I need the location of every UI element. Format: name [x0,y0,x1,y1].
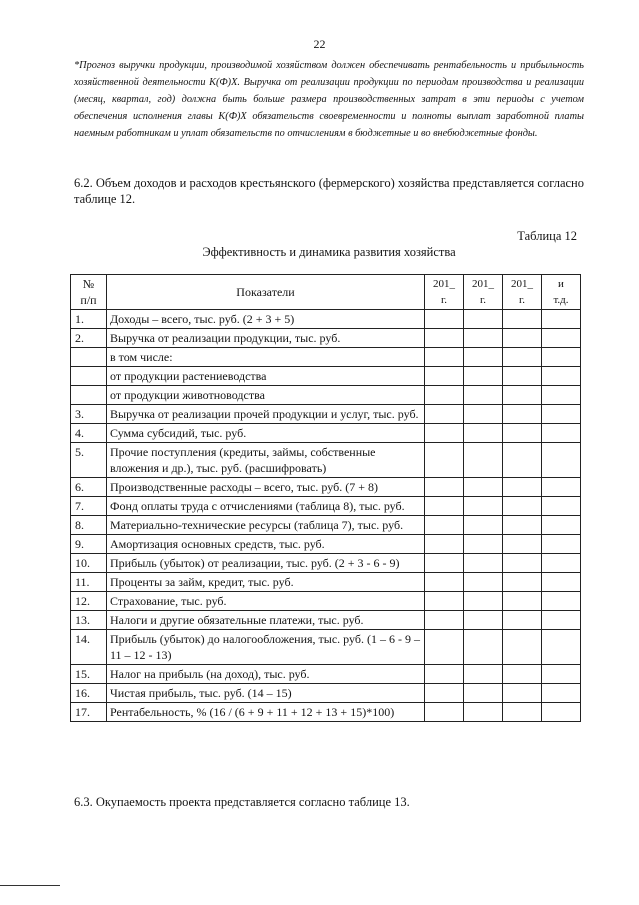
table-row [71,611,581,630]
header-year-2 [464,275,503,310]
value-cell [542,329,581,348]
value-cell [542,611,581,630]
value-cell [503,386,542,405]
value-cell [542,592,581,611]
table-body [71,310,581,722]
row-indicator: Чистая прибыль, тыс. руб. (14 – 15) [107,684,425,703]
table-row [71,684,581,703]
value-cell [542,310,581,329]
footer-rule [0,885,60,886]
value-cell [464,405,503,424]
table-row [71,592,581,611]
value-cell [425,348,464,367]
value-cell [464,592,503,611]
row-number: 17. [71,703,107,722]
table-row [71,424,581,443]
table-row [71,329,581,348]
value-cell [542,424,581,443]
value-cell [425,611,464,630]
value-cell [542,443,581,478]
row-number: 6. [71,478,107,497]
header-year-3-top: 201_ [511,278,533,290]
value-cell [503,348,542,367]
row-number: 15. [71,665,107,684]
row-number: 11. [71,573,107,592]
page-number: 22 [313,37,326,51]
value-cell [503,329,542,348]
row-number: 3. [71,405,107,424]
value-cell [425,405,464,424]
table-row [71,554,581,573]
value-cell [503,424,542,443]
row-number: 9. [71,535,107,554]
value-cell [425,367,464,386]
value-cell [464,424,503,443]
value-cell [464,684,503,703]
value-cell [542,348,581,367]
row-number [71,367,107,386]
indicators-table [70,274,581,722]
row-number: 13. [71,611,107,630]
table-header-row [71,275,581,310]
value-cell [542,516,581,535]
value-cell [503,405,542,424]
row-indicator: Выручка от реализации продукции, тыс. руб. [107,329,425,348]
row-indicator: Фонд оплаты труда с отчислениями (таблица 8), тыс. руб. [107,497,425,516]
value-cell [464,386,503,405]
value-cell [503,367,542,386]
value-cell [503,310,542,329]
row-number: 16. [71,684,107,703]
value-cell [503,535,542,554]
row-indicator: Материально-технические ресурсы (таблица 7), тыс. руб. [107,516,425,535]
row-indicator: Рентабельность, % (16 / (6 + 9 + 11 + 12 + 13 + 15)*100) [107,703,425,722]
section-6-3-paragraph: 6.3. Окупаемость проекта представляется согласно таблице 13. [74,795,410,809]
value-cell [425,573,464,592]
row-indicator: Сумма субсидий, тыс. руб. [107,424,425,443]
header-etc-top: и [558,278,564,290]
row-indicator: Налоги и другие обязательные платежи, тыс. руб. [107,611,425,630]
row-number [71,386,107,405]
table-row [71,573,581,592]
row-indicator: от продукции растениеводства [107,367,425,386]
value-cell [542,573,581,592]
table-row [71,478,581,497]
value-cell [464,630,503,665]
row-number: 14. [71,630,107,665]
row-indicator: Прибыль (убыток) от реализации, тыс. руб. (2 + 3 - 6 - 9) [107,554,425,573]
value-cell [464,348,503,367]
value-cell [503,611,542,630]
value-cell [542,367,581,386]
table-row [71,443,581,478]
value-cell [464,367,503,386]
value-cell [425,443,464,478]
value-cell [464,443,503,478]
value-cell [542,554,581,573]
value-cell [425,386,464,405]
value-cell [503,554,542,573]
row-number: 2. [71,329,107,348]
table-row [71,630,581,665]
table-row [71,497,581,516]
table-row [71,535,581,554]
table-title: Эффективность и динамика развития хозяйства [202,245,456,259]
footnote: *Прогноз выручки продукции, производимой хозяйством должен обеспечивать рентабельность и прибыльность хозяйственной деятельности К(Ф)Х. Выручка от реализации продукции по периодам производства и реализации (месяц, квартал, год) должна быть больше размера производственных затрат в эти периоды с учетом обеспечения исполнения главы К(Ф)Х обязательств своевременности и полноты выплат заработной платы наемным работникам и уплат обязательств по отчислениям в бюджетные и во внебюджетные фонды. [74,60,584,139]
value-cell [542,535,581,554]
value-cell [542,703,581,722]
value-cell [503,516,542,535]
header-year-3-bottom: г. [518,294,526,306]
row-number: 5. [71,443,107,478]
row-indicator: от продукции животноводства [107,386,425,405]
table-row [71,516,581,535]
value-cell [464,497,503,516]
value-cell [464,703,503,722]
value-cell [425,554,464,573]
table-row [71,665,581,684]
table-row [71,386,581,405]
table-label: Таблица 12 [517,229,577,243]
row-indicator: Прибыль (убыток) до налогообложения, тыс. руб. (1 – 6 - 9 – 11 – 12 - 13) [107,630,425,665]
header-year-3 [503,275,542,310]
value-cell [503,592,542,611]
value-cell [542,497,581,516]
value-cell [542,386,581,405]
value-cell [542,684,581,703]
value-cell [542,478,581,497]
row-indicator: Проценты за займ, кредит, тыс. руб. [107,573,425,592]
value-cell [503,573,542,592]
row-indicator: Доходы – всего, тыс. руб. (2 + 3 + 5) [107,310,425,329]
row-number: 8. [71,516,107,535]
header-number [71,275,107,310]
value-cell [464,554,503,573]
header-number-line1: № [82,277,95,291]
value-cell [503,630,542,665]
value-cell [503,478,542,497]
value-cell [464,535,503,554]
row-number: 12. [71,592,107,611]
row-indicator: Прочие поступления (кредиты, займы, собственные вложения и др.), тыс. руб. (расшифровать) [107,443,425,478]
value-cell [425,516,464,535]
header-etc-bottom: т.д. [553,294,569,306]
value-cell [425,630,464,665]
row-number: 4. [71,424,107,443]
value-cell [425,665,464,684]
row-number: 7. [71,497,107,516]
row-indicator: Налог на прибыль (на доход), тыс. руб. [107,665,425,684]
header-number-line2: п/п [80,293,97,307]
value-cell [464,611,503,630]
value-cell [425,478,464,497]
header-indicators: Показатели [107,275,425,310]
row-number [71,348,107,367]
value-cell [503,684,542,703]
value-cell [464,516,503,535]
value-cell [425,424,464,443]
value-cell [425,703,464,722]
value-cell [503,703,542,722]
value-cell [425,535,464,554]
row-indicator: Производственные расходы – всего, тыс. руб. (7 + 8) [107,478,425,497]
value-cell [542,630,581,665]
value-cell [425,592,464,611]
value-cell [425,497,464,516]
value-cell [503,665,542,684]
row-number: 10. [71,554,107,573]
header-etc [542,275,581,310]
value-cell [464,310,503,329]
table-row [71,367,581,386]
row-indicator: Выручка от реализации прочей продукции и услуг, тыс. руб. [107,405,425,424]
row-number: 1. [71,310,107,329]
value-cell [464,478,503,497]
section-6-2-paragraph: 6.2. Объем доходов и расходов крестьянского (фермерского) хозяйства представляется согласно таблице 12. [74,176,584,206]
row-indicator: в том числе: [107,348,425,367]
value-cell [425,329,464,348]
table-row [71,703,581,722]
header-year-2-top: 201_ [472,278,494,290]
row-indicator: Амортизация основных средств, тыс. руб. [107,535,425,554]
value-cell [425,310,464,329]
value-cell [503,497,542,516]
header-year-1-top: 201_ [433,278,455,290]
value-cell [542,665,581,684]
value-cell [464,665,503,684]
value-cell [464,329,503,348]
table-row [71,348,581,367]
value-cell [542,405,581,424]
table-row [71,310,581,329]
value-cell [425,684,464,703]
row-indicator: Страхование, тыс. руб. [107,592,425,611]
table-row [71,405,581,424]
value-cell [464,573,503,592]
header-year-1 [425,275,464,310]
header-year-1-bottom: г. [440,294,448,306]
header-year-2-bottom: г. [479,294,487,306]
value-cell [503,443,542,478]
